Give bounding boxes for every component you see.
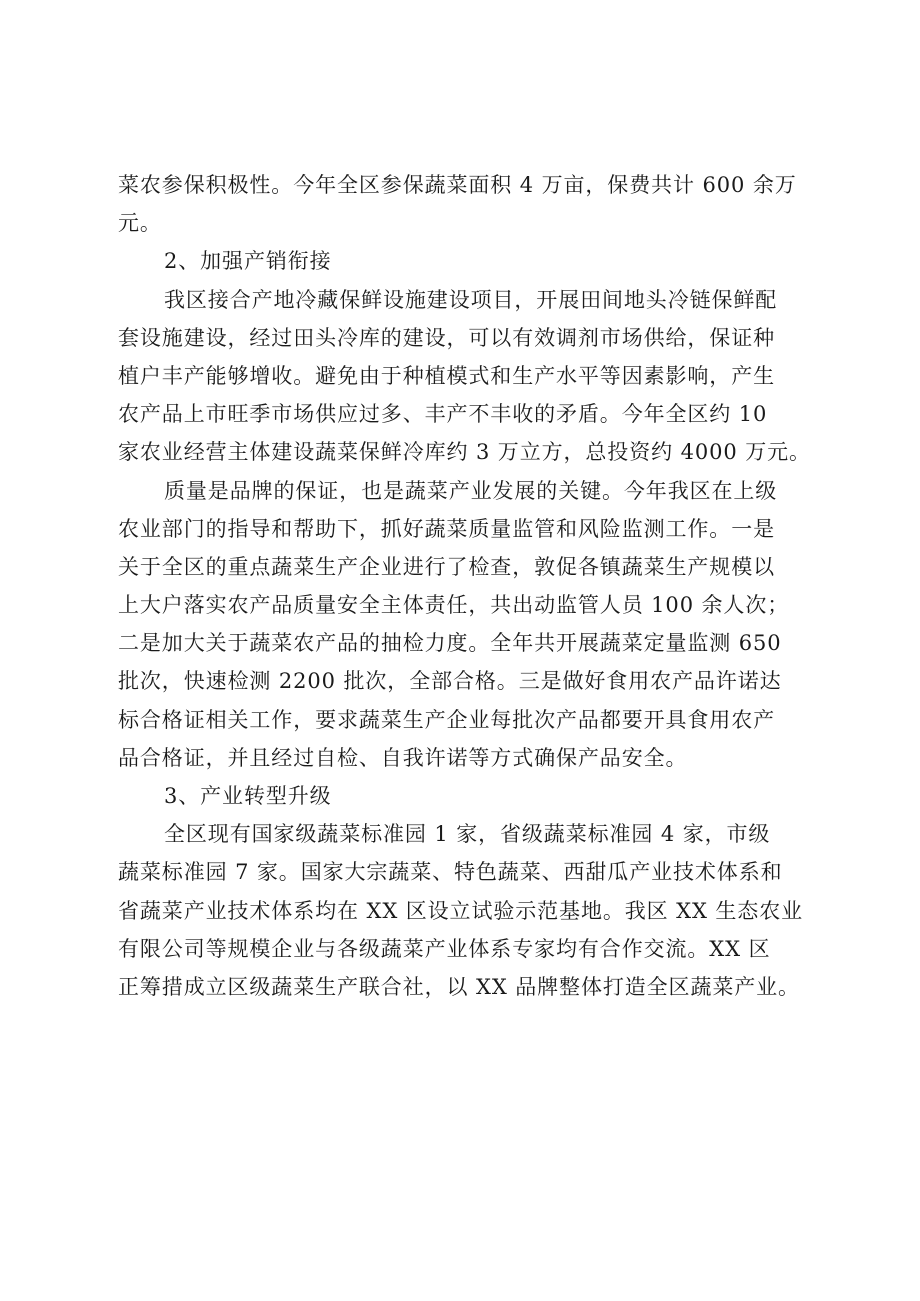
text-line: 蔬菜标准园 7 家。国家大宗蔬菜、特色蔬菜、西甜瓜产业技术体系和	[118, 860, 783, 885]
section-heading: 3、产业转型升级	[164, 784, 332, 808]
text-line: 家农业经营主体建设蔬菜保鲜冷库约 3 万立方，总投资约 4000 万元。	[118, 440, 811, 465]
text-line: 元。	[118, 211, 162, 236]
text-line: 正筹措成立区级蔬菜生产联合社，以 XX 品牌整体打造全区蔬菜产业。	[118, 974, 800, 999]
document-page	[118, 166, 818, 1006]
text-line: 有限公司等规模企业与各级蔬菜产业体系专家均有合作交流。XX 区	[118, 936, 771, 961]
paragraph-start-line: 全区现有国家级蔬菜标准园 1 家，省级蔬菜标准园 4 家，市级	[164, 822, 771, 847]
text-line: 上大户落实农产品质量安全主体责任，共出动监管人员 100 余人次；	[118, 593, 790, 618]
text-line: 标合格证相关工作，要求蔬菜生产企业每批次产品都要开具食用农产	[118, 707, 775, 732]
text-line: 农业部门的指导和帮助下，抓好蔬菜质量监管和风险监测工作。一是	[118, 516, 775, 541]
section-heading: 2、加强产销衔接	[164, 249, 332, 274]
text-line: 关于全区的重点蔬菜生产企业进行了检查，敦促各镇蔬菜生产规模以	[118, 554, 775, 579]
text-line: 省蔬菜产业技术体系均在 XX 区设立试验示范基地。我区 XX 生态农业	[118, 898, 803, 923]
text-line: 批次，快速检测 2200 批次，全部合格。三是做好食用农产品许诺达	[118, 669, 782, 694]
paragraph-start-line: 我区接合产地冷藏保鲜设施建设项目，开展田间地头冷链保鲜配	[164, 287, 778, 312]
paragraph-start-line: 质量是品牌的保证，也是蔬菜产业发展的关键。今年我区在上级	[164, 478, 778, 503]
text-line: 菜农参保积极性。今年全区参保蔬菜面积 4 万亩，保费共计 600 余万	[118, 173, 797, 197]
text-line: 农产品上市旺季市场供应过多、丰产不丰收的矛盾。今年全区约 10	[118, 402, 768, 427]
text-line: 二是加大关于蔬菜农产品的抽检力度。全年共开展蔬菜定量监测 650	[118, 631, 782, 656]
text-line: 植户丰产能够增收。避免由于种植模式和生产水平等因素影响，产生	[118, 363, 775, 388]
text-line: 品合格证，并且经过自检、自我许诺等方式确保产品安全。	[118, 745, 688, 770]
text-line: 套设施建设，经过田头冷库的建设，可以有效调剂市场供给，保证种	[118, 325, 775, 350]
